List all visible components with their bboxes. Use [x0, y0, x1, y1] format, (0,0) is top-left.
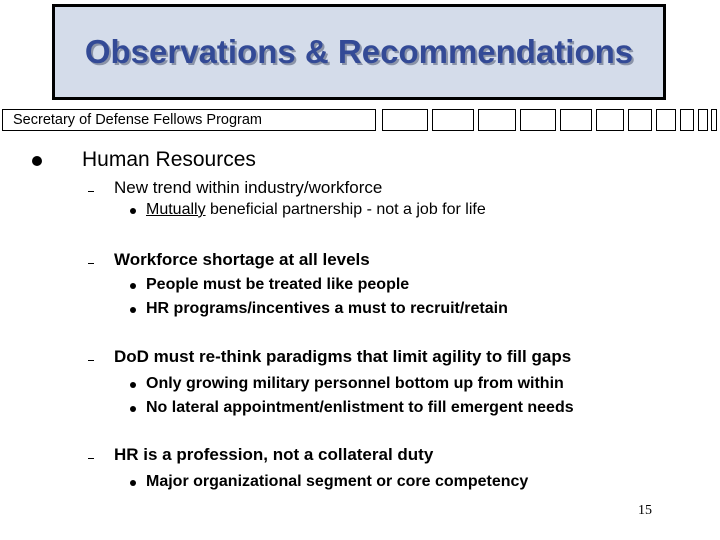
bullet-icon: [32, 156, 42, 166]
square: [520, 109, 556, 131]
point-3: DoD must re-think paradigms that limit agility to fill gaps: [114, 347, 572, 366]
bullet-icon: [130, 307, 136, 313]
slide-title: Observations & Recommendations: [84, 33, 634, 70]
title-box: [52, 4, 666, 100]
bullet-icon: [130, 382, 136, 388]
square: [382, 109, 428, 131]
point-4-sub-1: Major organizational segment or core competency: [146, 473, 529, 490]
point-2: Workforce shortage at all levels: [114, 250, 370, 269]
underlined-word: Mutually: [146, 201, 206, 218]
square: [596, 109, 624, 131]
point-2-sub-2: HR programs/incentives a must to recruit/retain: [146, 300, 508, 317]
dash-icon: [88, 458, 94, 459]
point-3-sub-1: Only growing military personnel bottom up from within: [146, 375, 564, 392]
point-2-sub-1: People must be treated like people: [146, 276, 410, 293]
square: [628, 109, 652, 131]
square: [698, 109, 708, 131]
program-banner: Secretary of Defense Fellows Program: [2, 109, 376, 131]
square: [680, 109, 694, 131]
square: [711, 109, 717, 131]
square: [432, 109, 474, 131]
sub-text: beneficial partnership - not a job for life: [205, 201, 486, 218]
point-1: New trend within industry/workforce: [114, 178, 383, 197]
dash-icon: [88, 263, 94, 264]
dash-icon: [88, 360, 94, 361]
square: [478, 109, 516, 131]
bullet-icon: [130, 406, 136, 412]
bullet-icon: [130, 208, 136, 214]
page-number: 15: [638, 503, 652, 518]
dash-icon: [88, 191, 94, 192]
point-4: HR is a profession, not a collateral duty: [114, 445, 434, 464]
point-1-sub-1: [146, 201, 486, 219]
section-heading: Human Resources: [82, 148, 256, 171]
point-3-sub-2: No lateral appointment/enlistment to fill emergent needs: [146, 399, 574, 416]
square: [656, 109, 676, 131]
square: [560, 109, 592, 131]
bullet-icon: [130, 480, 136, 486]
bullet-icon: [130, 283, 136, 289]
